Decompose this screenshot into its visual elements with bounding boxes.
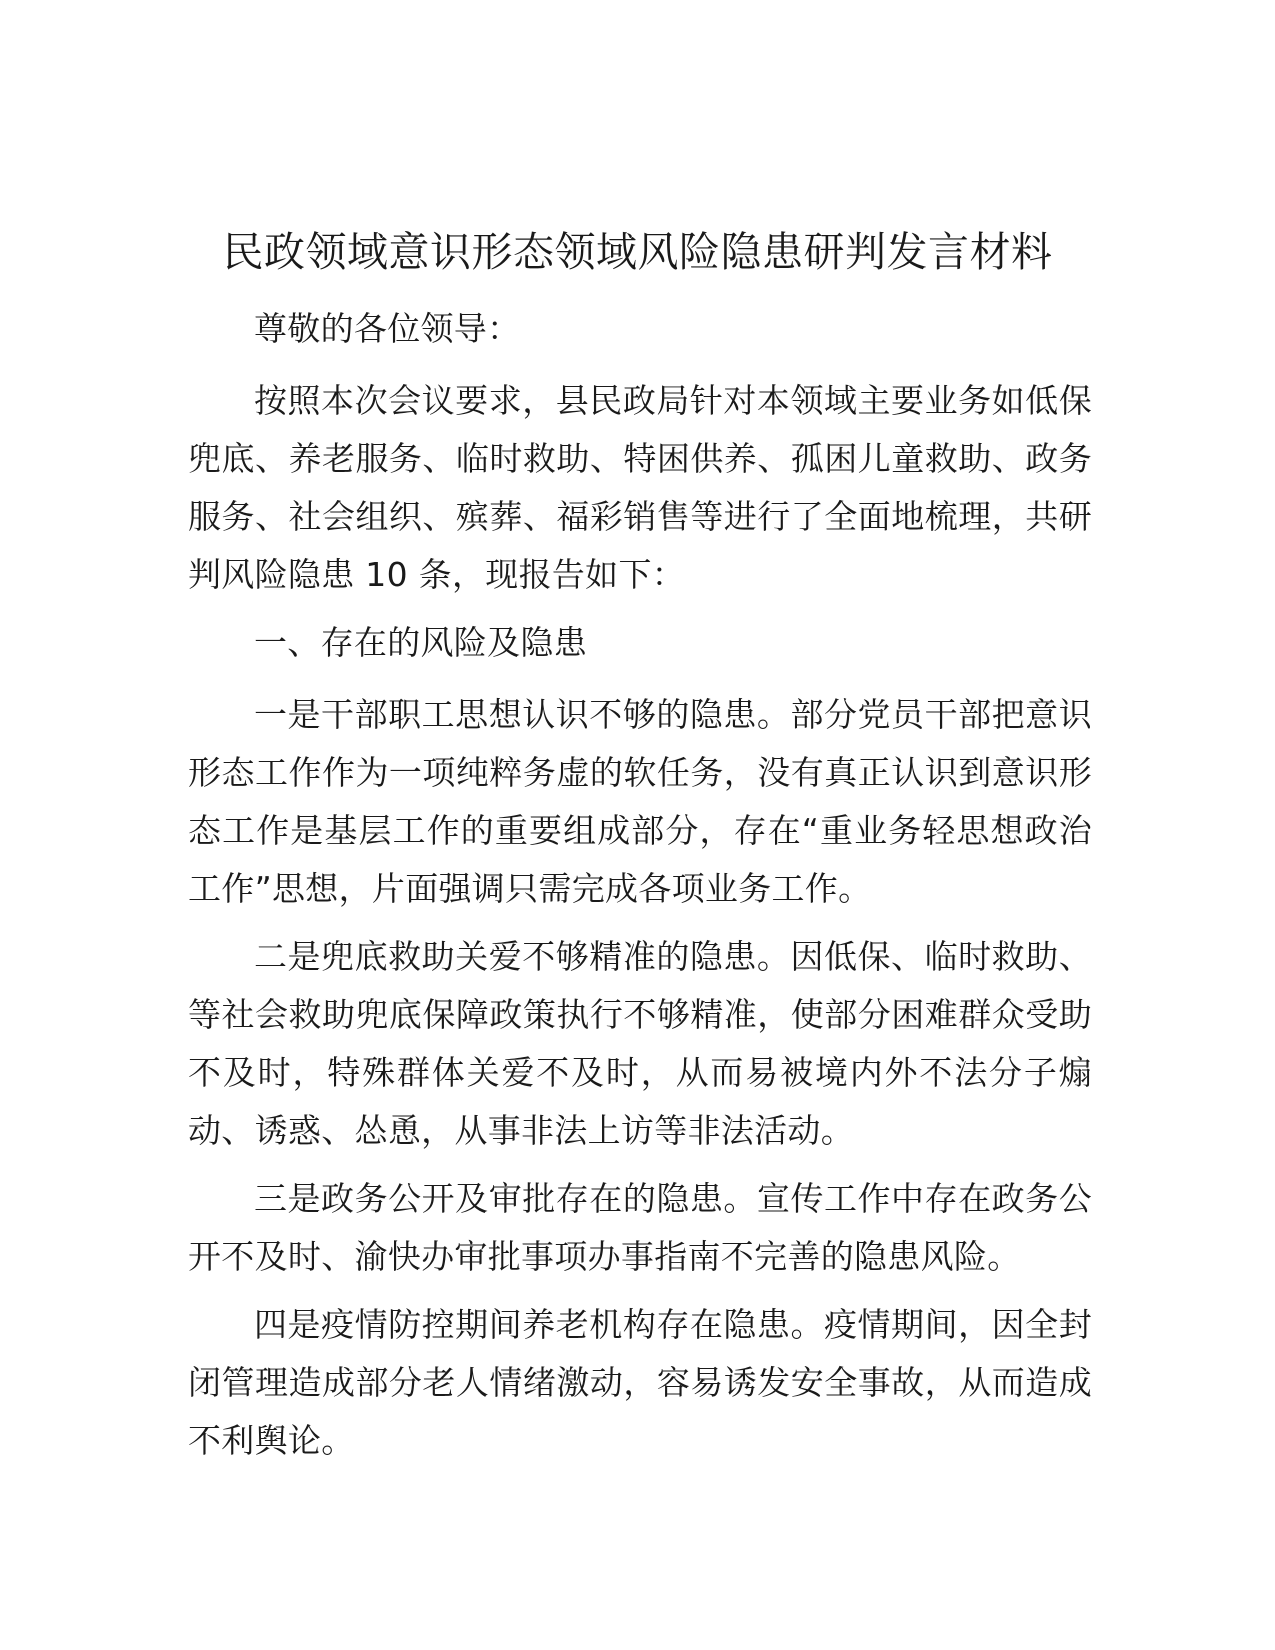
document-body [188,300,1092,1480]
risk-item-4: 四是疫情防控期间养老机构存在隐患。疫情期间，因全封闭管理造成部分老人情绪激动，容易诱发安全事故，从而造成不利舆论。 [188,1305,1092,1460]
salutation: 尊敬的各位领导： [254,309,521,348]
intro-paragraph: 按照本次会议要求，县民政局针对本领域主要业务如低保兜底、养老服务、临时救助、特困供养、孤困儿童救助、政务服务、社会组织、殡葬、福彩销售等进行了全面地梳理，共研判风险隐患 10 条，现报告如下： [188,381,1092,594]
section-heading: 一、存在的风险及隐患 [254,623,587,662]
risk-item-3: 三是政务公开及审批存在的隐患。宣传工作中存在政务公开不及时、渝快办审批事项办事指南不完善的隐患风险。 [188,1179,1092,1276]
risk-item-2: 二是兜底救助关爱不够精准的隐患。因低保、临时救助、等社会救助兜底保障政策执行不够精准，使部分困难群众受助不及时，特殊群体关爱不及时，从而易被境内外不法分子煽动、诱惑、怂恿，从事非法上访等非法活动。 [188,937,1092,1150]
document-title: 民政领域意识形态领域风险隐患研判发言材料 [222,228,1053,276]
risk-item-1: 一是干部职工思想认识不够的隐患。部分党员干部把意识形态工作作为一项纯粹务虚的软任务，没有真正认识到意识形态工作是基层工作的重要组成部分，存在“重业务轻思想政治工作”思想，片面强调只需完成各项业务工作。 [188,695,1092,908]
